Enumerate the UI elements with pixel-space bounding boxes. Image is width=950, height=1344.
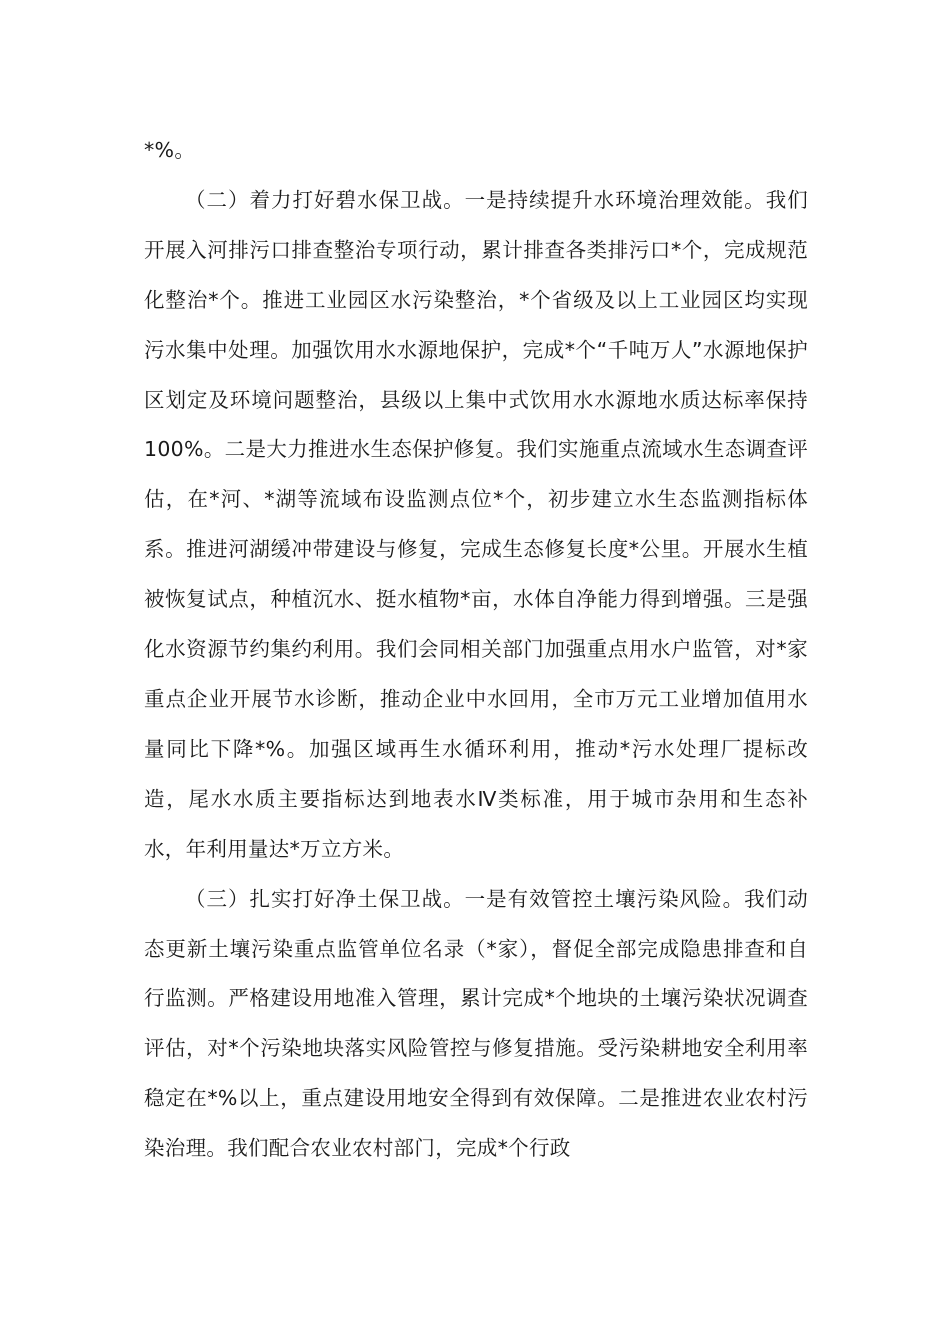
paragraph-soil-protection: （三）扎实打好净土保卫战。一是有效管控土壤污染风险。我们动态更新土壤污染重点监管单位名录（*家），督促全部完成隐患排查和自行监测。严格建设用地准入管理，累计完成*个地块的土壤污染状况调查评估，对*个污染地块落实风险管控与修复措施。受污染耕地安全利用率稳定在*%以上，重点建设用地安全得到有效保障。二是推进农业农村污染治理。我们配合农业农村部门，完成*个行政 xyxy=(144,886,808,1161)
paragraph-continuation: *%。 xyxy=(144,138,196,162)
document-body xyxy=(144,126,808,1174)
paragraph-water-protection: （二）着力打好碧水保卫战。一是持续提升水环境治理效能。我们开展入河排污口排查整治专项行动，累计排查各类排污口*个，完成规范化整治*个。推进工业园区水污染整治，*个省级及以上工业园区均实现污水集中处理。加强饮用水水源地保护，完成*个“千吨万人”水源地保护区划定及环境问题整治，县级以上集中式饮用水水源地水质达标率保持100%。二是大力推进水生态保护修复。我们实施重点流域水生态调查评估，在*河、*湖等流域布设监测点位*个，初步建立水生态监测指标体系。推进河湖缓冲带建设与修复，完成生态修复长度*公里。开展水生植被恢复试点，种植沉水、挺水植物*亩，水体自净能力得到增强。三是强化水资源节约集约利用。我们会同相关部门加强重点用水户监管，对*家重点企业开展节水诊断，推动企业中水回用，全市万元工业增加值用水量同比下降*%。加强区域再生水循环利用，推动*污水处理厂提标改造，尾水水质主要指标达到地表水Ⅳ类标准，用于城市杂用和生态补水，年利用量达*万立方米。 xyxy=(144,187,808,861)
